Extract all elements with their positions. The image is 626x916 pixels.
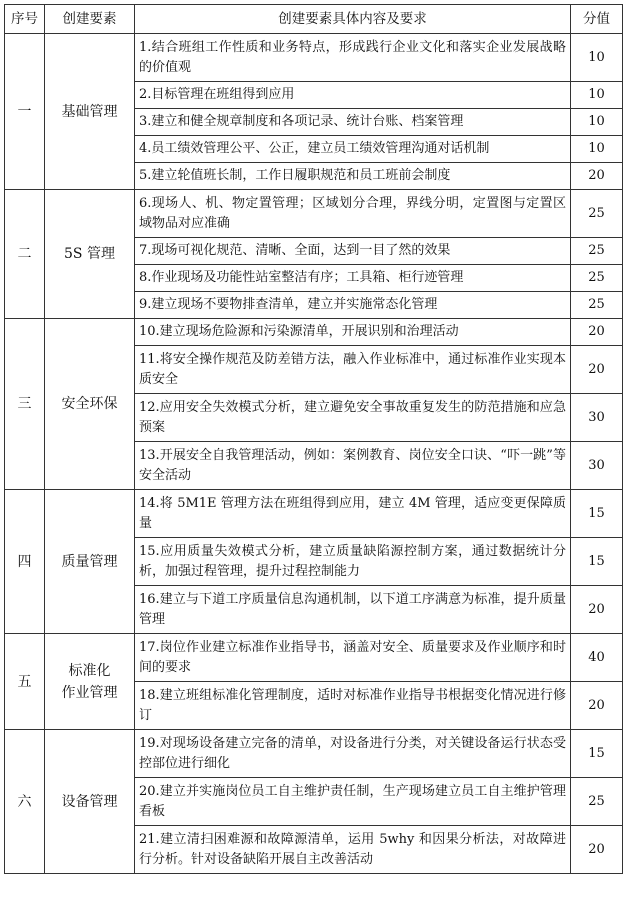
header-row bbox=[5, 5, 623, 34]
item-content: 15.应用质量失效模式分析，建立质量缺陷源控制方案，通过数据统计分析，加强过程管理，提升过程控制能力 bbox=[135, 538, 571, 586]
item-score: 15 bbox=[571, 730, 623, 778]
group-index: 六 bbox=[5, 730, 45, 874]
item-score: 20 bbox=[571, 826, 623, 874]
group-element: 基础管理 bbox=[45, 34, 135, 190]
group-index: 四 bbox=[5, 490, 45, 634]
item-content: 6.现场人、机、物定置管理；区域划分合理，界线分明，定置图与定置区域物品对应准确 bbox=[135, 190, 571, 238]
item-score: 20 bbox=[571, 319, 623, 346]
item-content: 4.员工绩效管理公平、公正，建立员工绩效管理沟通对话机制 bbox=[135, 136, 571, 163]
item-score: 20 bbox=[571, 682, 623, 730]
item-content: 8.作业现场及功能性站室整洁有序；工具箱、柜行迹管理 bbox=[135, 265, 571, 292]
table-row bbox=[5, 34, 623, 82]
item-score: 25 bbox=[571, 265, 623, 292]
item-score: 30 bbox=[571, 394, 623, 442]
item-content: 3.建立和健全规章制度和各项记录、统计台账、档案管理 bbox=[135, 109, 571, 136]
item-content: 10.建立现场危险源和污染源清单，开展识别和治理活动 bbox=[135, 319, 571, 346]
item-score: 10 bbox=[571, 109, 623, 136]
item-score: 10 bbox=[571, 136, 623, 163]
item-score: 20 bbox=[571, 586, 623, 634]
item-content: 21.建立清扫困难源和故障源清单，运用 5why 和因果分析法，对故障进行分析。针对设备缺陷开展自主改善活动 bbox=[135, 826, 571, 874]
item-score: 25 bbox=[571, 778, 623, 826]
group-index: 二 bbox=[5, 190, 45, 319]
header-score: 分值 bbox=[571, 5, 623, 34]
item-content: 20.建立并实施岗位员工自主维护责任制，生产现场建立员工自主维护管理看板 bbox=[135, 778, 571, 826]
item-score: 15 bbox=[571, 490, 623, 538]
header-element: 创建要素 bbox=[45, 5, 135, 34]
group-element: 安全环保 bbox=[45, 319, 135, 490]
item-score: 25 bbox=[571, 190, 623, 238]
item-score: 20 bbox=[571, 346, 623, 394]
item-content: 9.建立现场不要物排查清单，建立并实施常态化管理 bbox=[135, 292, 571, 319]
group-element: 5S 管理 bbox=[45, 190, 135, 319]
item-score: 40 bbox=[571, 634, 623, 682]
item-content: 14.将 5M1E 管理方法在班组得到应用，建立 4M 管理，适应变更保障质量 bbox=[135, 490, 571, 538]
item-score: 20 bbox=[571, 163, 623, 190]
item-score: 10 bbox=[571, 34, 623, 82]
requirements-table bbox=[4, 4, 623, 874]
item-content: 13.开展安全自我管理活动，例如：案例教育、岗位安全口诀、“吓一跳”等安全活动 bbox=[135, 442, 571, 490]
item-content: 19.对现场设备建立完备的清单，对设备进行分类，对关键设备运行状态受控部位进行细化 bbox=[135, 730, 571, 778]
table-row bbox=[5, 490, 623, 538]
item-content: 18.建立班组标准化管理制度，适时对标准作业指导书根据变化情况进行修订 bbox=[135, 682, 571, 730]
item-content: 17.岗位作业建立标准作业指导书，涵盖对安全、质量要求及作业顺序和时间的要求 bbox=[135, 634, 571, 682]
group-element bbox=[45, 634, 135, 730]
table-row bbox=[5, 634, 623, 682]
group-element: 质量管理 bbox=[45, 490, 135, 634]
group-index: 三 bbox=[5, 319, 45, 490]
item-score: 10 bbox=[571, 82, 623, 109]
table-row bbox=[5, 730, 623, 778]
item-content: 5.建立轮值班长制，工作日履职规范和员工班前会制度 bbox=[135, 163, 571, 190]
item-score: 25 bbox=[571, 238, 623, 265]
group-element: 设备管理 bbox=[45, 730, 135, 874]
table-row bbox=[5, 190, 623, 238]
table-row bbox=[5, 319, 623, 346]
group-element-line: 作业管理 bbox=[61, 684, 118, 701]
group-index: 一 bbox=[5, 34, 45, 190]
header-content: 创建要素具体内容及要求 bbox=[135, 5, 571, 34]
table-body bbox=[5, 34, 623, 874]
item-score: 15 bbox=[571, 538, 623, 586]
item-content: 12.应用安全失效模式分析，建立避免安全事故重复发生的防范措施和应急预案 bbox=[135, 394, 571, 442]
item-content: 11.将安全操作规范及防差错方法，融入作业标准中，通过标准作业实现本质安全 bbox=[135, 346, 571, 394]
group-element-line: 标准化 bbox=[68, 662, 111, 679]
group-index: 五 bbox=[5, 634, 45, 730]
item-score: 25 bbox=[571, 292, 623, 319]
item-content: 1.结合班组工作性质和业务特点，形成践行企业文化和落实企业发展战略的价值观 bbox=[135, 34, 571, 82]
item-content: 7.现场可视化规范、清晰、全面，达到一目了然的效果 bbox=[135, 238, 571, 265]
item-content: 2.目标管理在班组得到应用 bbox=[135, 82, 571, 109]
item-score: 30 bbox=[571, 442, 623, 490]
item-content: 16.建立与下道工序质量信息沟通机制，以下道工序满意为标准，提升质量管理 bbox=[135, 586, 571, 634]
header-index: 序号 bbox=[5, 5, 45, 34]
